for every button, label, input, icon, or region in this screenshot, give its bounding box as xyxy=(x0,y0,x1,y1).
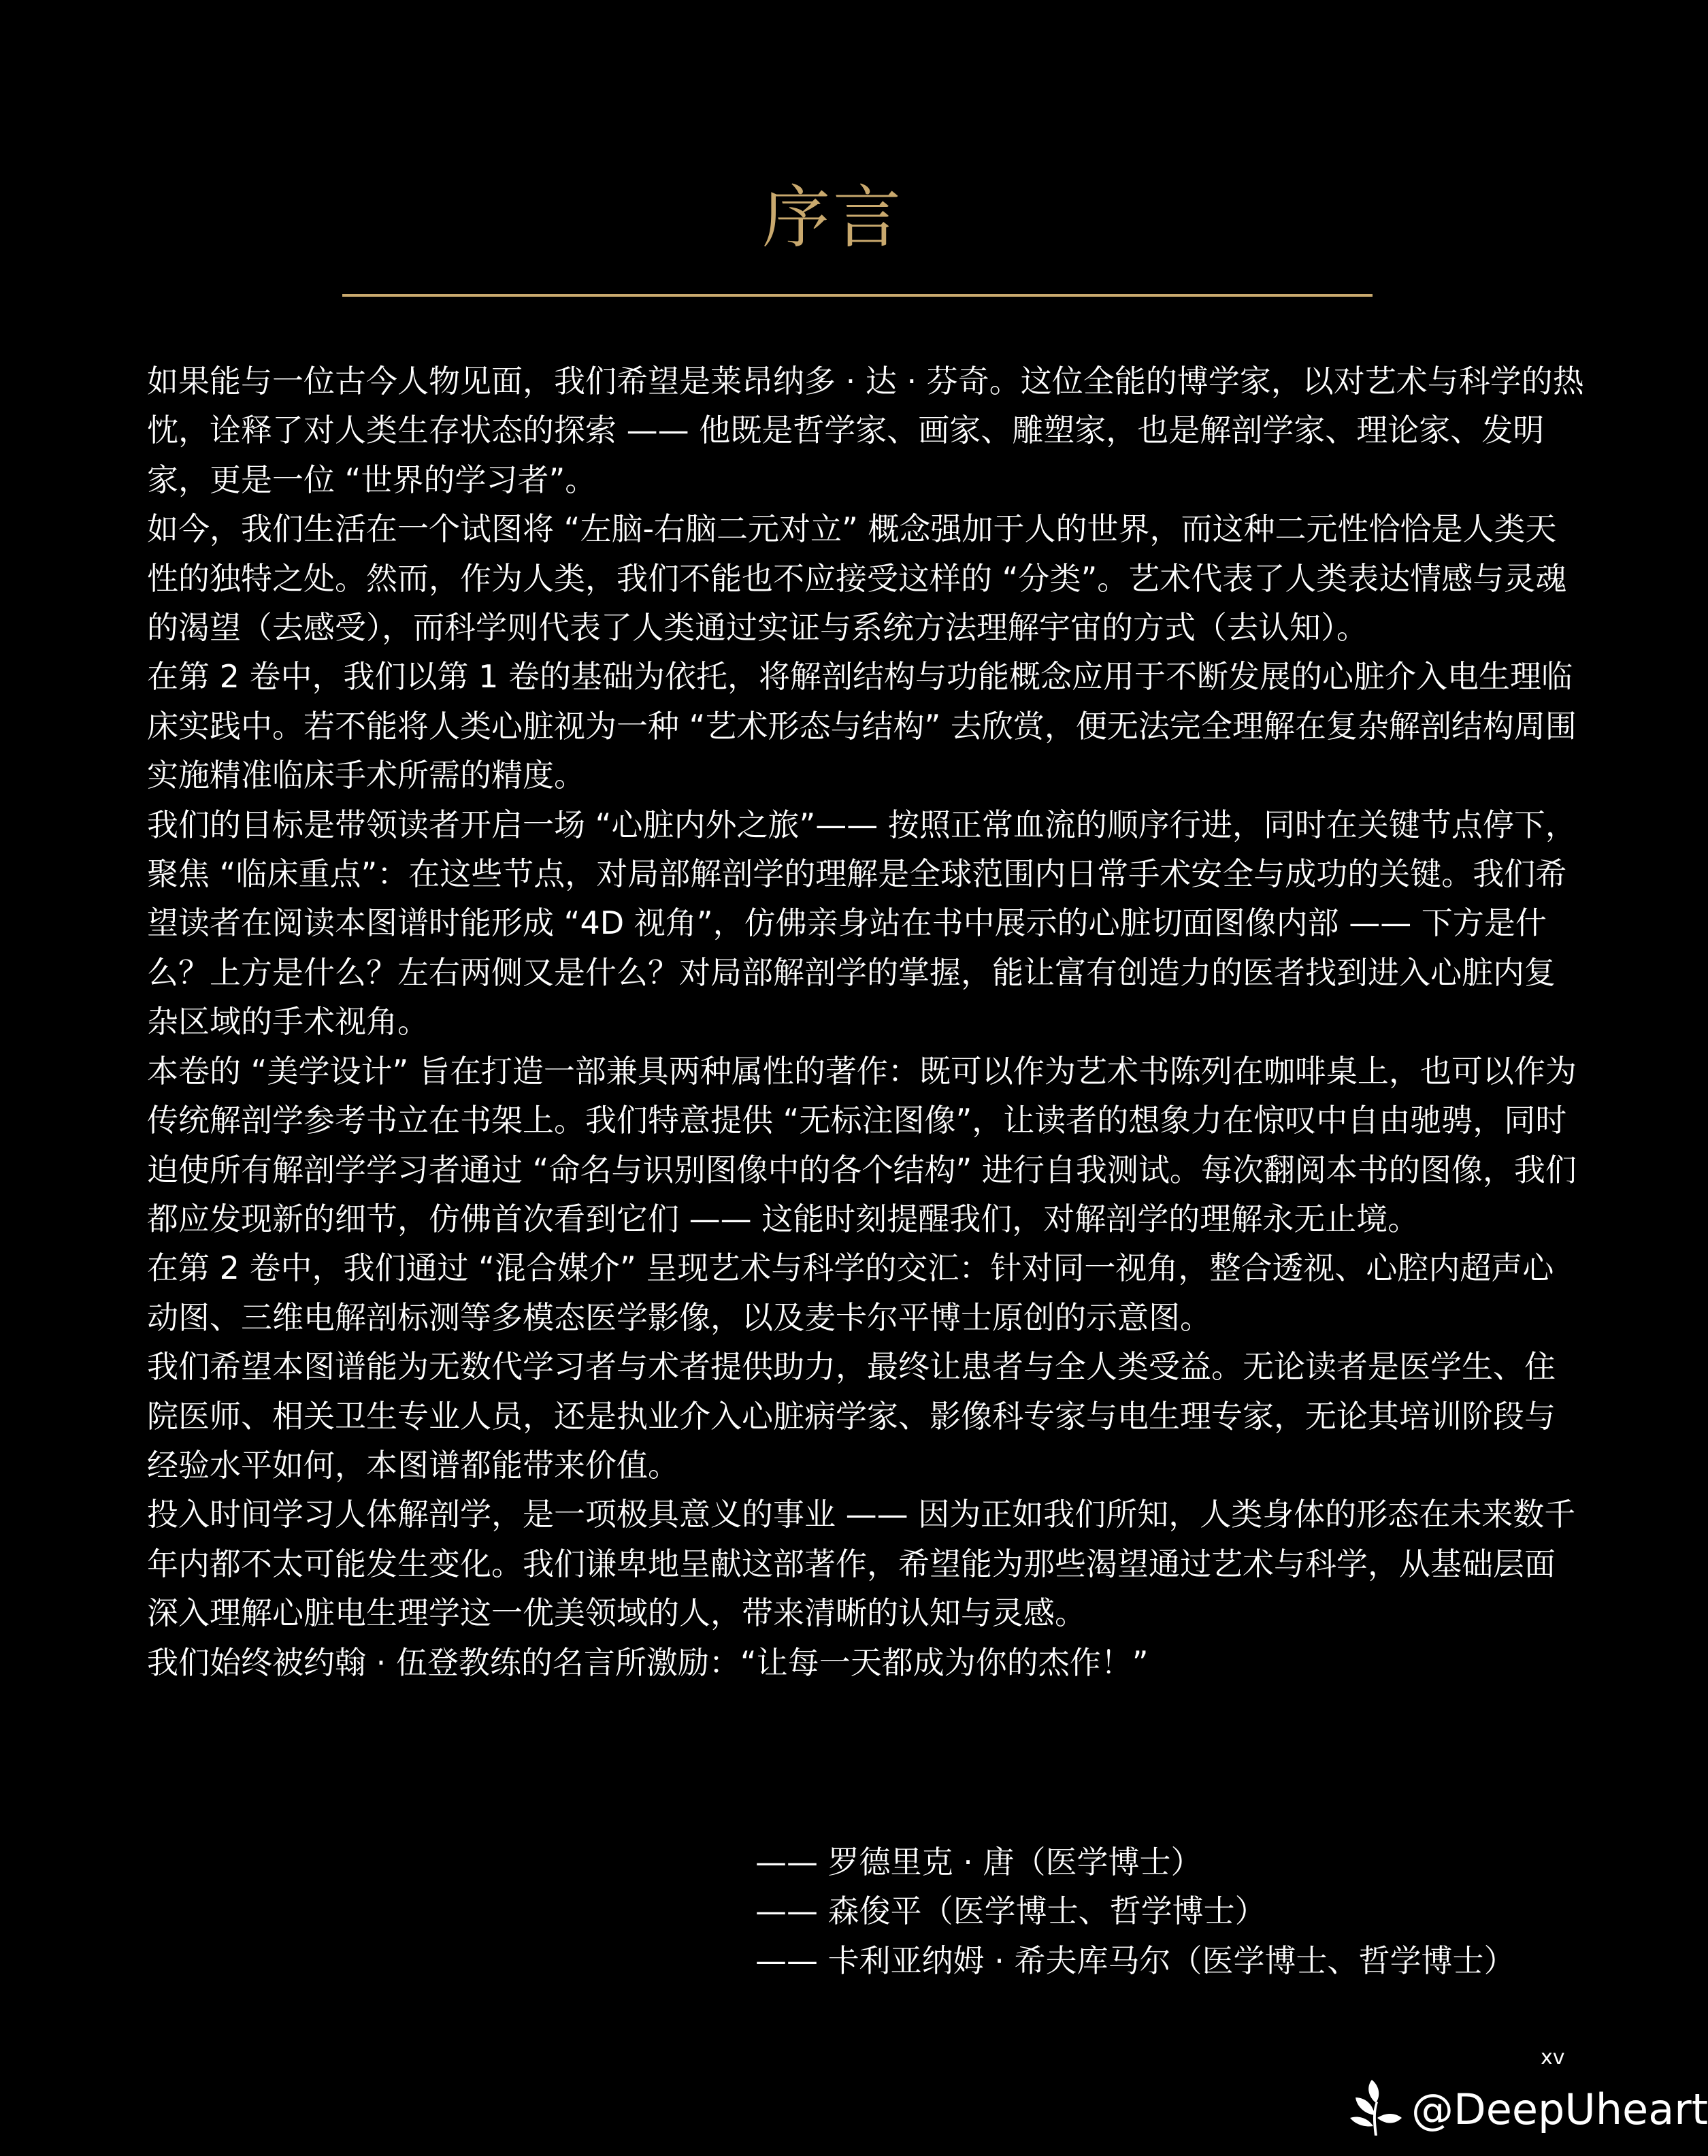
watermark-text: @DeepUheart xyxy=(1411,2085,1708,2134)
leaf-sprig-icon xyxy=(1341,2076,1409,2144)
preface-body xyxy=(147,357,1584,1687)
paragraph: 在第 2 卷中，我们以第 1 卷的基础为依托，将解剖结构与功能概念应用于不断发展的心脏介入电生理临床实践中。若不能将人类心脏视为一种 “艺术形态与结构” 去欣赏，便无法完全理解在复杂解剖结构周围实施精准临床手术所需的精度。 xyxy=(147,658,1577,794)
watermark xyxy=(1341,2076,1708,2144)
paragraph: 如果能与一位古今人物见面，我们希望是莱昂纳多 · 达 · 芬奇。这位全能的博学家，以对艺术与科学的热忱，诠释了对人类生存状态的探索 —— 他既是哲学家、画家、雕塑家，也是解剖学家、理论家、发明家，更是一位 “世界的学习者”。 xyxy=(147,363,1584,498)
paragraph: 投入时间学习人体解剖学，是一项极具意义的事业 —— 因为正如我们所知，人类身体的形态在未来数千年内都不太可能发生变化。我们谦卑地呈献这部著作，希望能为那些渴望通过艺术与科学，从基础层面深入理解心脏电生理学这一优美领域的人，带来清晰的认知与灵感。 xyxy=(147,1496,1576,1632)
paragraph: 我们始终被约翰 · 伍登教练的名言所激励：“让每一天都成为你的杰作！” xyxy=(147,1644,1149,1681)
paragraph: 如今，我们生活在一个试图将 “左脑-右脑二元对立” 概念强加于人的世界，而这种二元性恰恰是人类天性的独特之处。然而，作为人类，我们不能也不应接受这样的 “分类”。艺术代表了人类表达情感与灵魂的渴望（去感受），而科学则代表了人类通过实证与系统方法理解宇宙的方式（去认知）。 xyxy=(147,510,1567,647)
paragraph: 我们希望本图谱能为无数代学习者与术者提供助力，最终让患者与全人类受益。无论读者是医学生、住院医师、相关卫生专业人员，还是执业介入心脏病学家、影像科专家与电生理专家，无论其培训阶段与经验水平如何，本图谱都能带来价值。 xyxy=(147,1348,1556,1484)
signature-line: —— 森俊平（医学博士、哲学博士） xyxy=(755,1893,1266,1930)
title-divider xyxy=(342,294,1373,297)
paragraph: 本卷的 “美学设计” 旨在打造一部兼具两种属性的著作：既可以作为艺术书陈列在咖啡桌上，也可以作为传统解剖学参考书立在书架上。我们特意提供 “无标注图像”，让读者的想象力在惊叹中自由驰骋，同时迫使所有解剖学学习者通过 “命名与识别图像中的各个结构” 进行自我测试。每次翻阅本书的图像，我们都应发现新的细节，仿佛首次看到它们 —— 这能时刻提醒我们，对解剖学的理解永无止境。 xyxy=(147,1052,1577,1237)
author-signatures xyxy=(755,1838,1599,1985)
signature-line: —— 罗德里克 · 唐（医学博士） xyxy=(755,1844,1202,1880)
signature-line: —— 卡利亚纳姆 · 希夫库马尔（医学博士、哲学博士） xyxy=(755,1942,1515,1979)
page-title: 序言 xyxy=(762,178,904,257)
paragraph: 我们的目标是带领读者开启一场 “心脏内外之旅”—— 按照正常血流的顺序行进，同时在关键节点停下，聚焦 “临床重点”：在这些节点，对局部解剖学的理解是全球范围内日常手术安全与成功的关键。我们希望读者在阅读本图谱时能形成 “4D 视角”，仿佛亲身站在书中展示的心脏切面图像内部 —— 下方是什么？上方是什么？左右两侧又是什么？对局部解剖学的掌握，能让富有创造力的医者找到进入心脏内复杂区域的手术视角。 xyxy=(147,806,1577,1041)
page-number: xv xyxy=(1541,2046,1565,2070)
paragraph: 在第 2 卷中，我们通过 “混合媒介” 呈现艺术与科学的交汇：针对同一视角，整合透视、心腔内超声心动图、三维电解剖标测等多模态医学影像，以及麦卡尔平博士原创的示意图。 xyxy=(147,1250,1554,1336)
